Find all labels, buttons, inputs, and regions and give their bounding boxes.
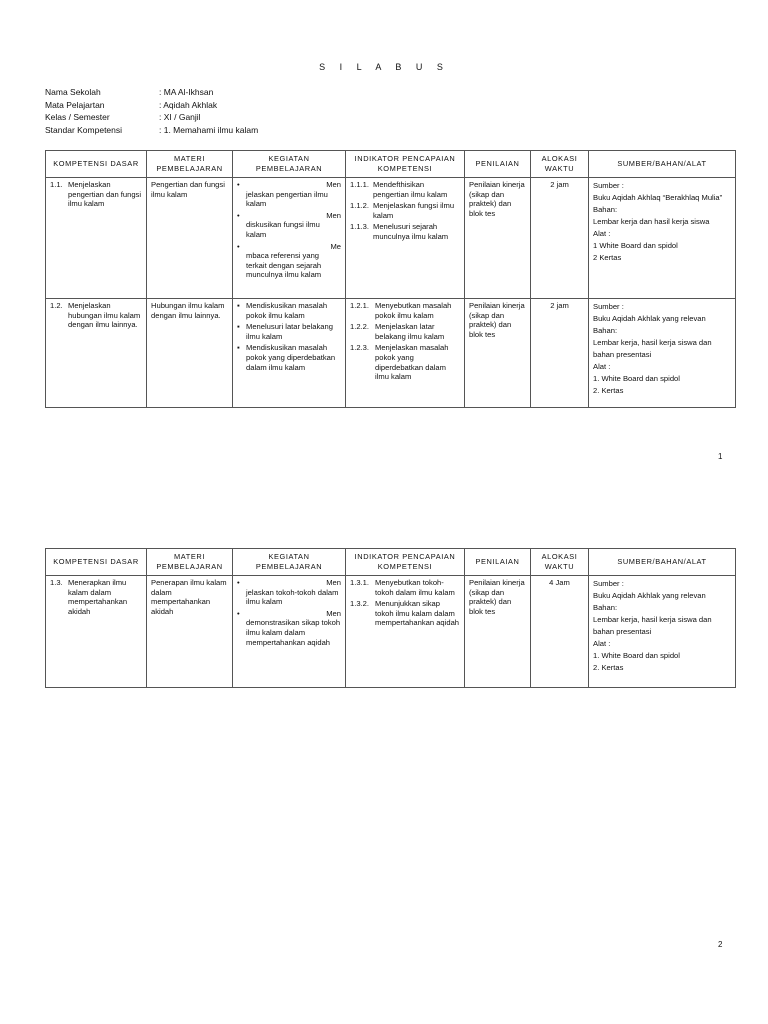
cell-penilaian: Penilaian kinerja (sikap dan praktek) dan blok tes (465, 299, 531, 408)
cell-penilaian: Penilaian kinerja (sikap dan praktek) dan blok tes (465, 576, 531, 688)
table-row (46, 576, 736, 688)
indicator-text: Menjelaskan masalah pokok yang diperdebatkan dalam ilmu kalam (375, 343, 449, 382)
resource-line: Bahan: (593, 205, 618, 214)
indicator-number: 1.3.2. (350, 599, 369, 609)
resource-line: Alat : (593, 229, 611, 238)
info-value: : MA Al-Ikhsan (159, 87, 214, 97)
page-number: 2 (718, 940, 723, 949)
bullet-icon: ▪ (237, 301, 240, 310)
info-row-standard (45, 124, 258, 137)
indicator-text: Menjelaskan latar belakang ilmu kalam (375, 322, 445, 341)
resource-line: Alat : (593, 639, 611, 648)
indicator-text: Menyebutkan tokoh-tokoh dalam ilmu kalam (375, 578, 455, 597)
header-penilaian: PENILAIAN (465, 151, 531, 178)
cell-sumber (589, 178, 736, 299)
info-label: Nama Sekolah (45, 87, 101, 97)
resource-line: Sumber : (593, 302, 624, 311)
info-label: Standar Kompetensi (45, 124, 123, 135)
indicator-number: 1.1.1. (350, 180, 369, 189)
bullet-icon: • (237, 210, 240, 220)
kd-number: 1.3. (50, 578, 63, 587)
activity-text: Menelusuri latar belakang ilmu kalam (246, 322, 333, 341)
indicator-text: Menunjukkan sikap tokoh ilmu kalam dalam mempertahankan aqidah (375, 599, 460, 628)
info-label: Mata Pelajartan (45, 99, 105, 110)
bullet-icon: ▪ (237, 322, 240, 332)
resource-line: 2 Kertas (593, 253, 622, 262)
cell-sumber (589, 576, 736, 688)
header-alokasi: ALOKASI WAKTU (531, 151, 589, 178)
resource-line: 1. White Board dan spidol (593, 374, 680, 383)
cell-indikator (346, 178, 465, 299)
bullet-icon: • (237, 578, 240, 587)
resource-line: 1 White Board dan spidol (593, 241, 678, 250)
cell-alokasi: 2 jam (531, 299, 589, 408)
indicator-number: 1.2.1. (350, 301, 369, 310)
resource-line: Buku Aqidah Akhlak yang relevan (593, 591, 706, 600)
activity-first: Men (326, 608, 341, 618)
info-value: : Aqidah Akhlak (159, 99, 218, 110)
header-kompetensi-dasar: KOMPETENSI DASAR (46, 549, 147, 576)
header-penilaian: PENILAIAN (465, 549, 531, 576)
header-alokasi: ALOKASI WAKTU (531, 549, 589, 576)
cell-indikator (346, 576, 465, 688)
kd-text: Menerapkan ilmu kalam dalam mempertahankan akidah (68, 578, 128, 616)
cell-sumber (589, 299, 736, 408)
indicator-text: Mendefthisikan pengertian ilmu kalam (373, 180, 448, 199)
info-value: : 1. Memahami ilmu kalam (159, 124, 259, 135)
cell-materi: Penerapan ilmu kalam dalam mempertahankan akidah (147, 576, 233, 688)
resource-line: Bahan: (593, 326, 618, 335)
activity-first: Me (330, 241, 341, 251)
cell-kegiatan (233, 178, 346, 299)
bullet-icon: • (237, 241, 240, 251)
bullet-icon: • (237, 180, 240, 189)
info-row-class (45, 111, 258, 124)
cell-indikator (346, 299, 465, 408)
kd-number: 1.2. (50, 301, 63, 310)
header-indikator: INDIKATOR PENCAPAIAN KOMPETENSI (346, 151, 465, 178)
activity-first: Men (326, 180, 341, 189)
header-sumber: SUMBER/BAHAN/ALAT (589, 151, 736, 178)
cell-kegiatan (233, 576, 346, 688)
resource-line: Alat : (593, 362, 611, 371)
cell-kd (46, 576, 147, 688)
table-header-row (46, 151, 736, 178)
cell-kd (46, 178, 147, 299)
activity-text: jelaskan pengertian ilmu kalam (246, 189, 328, 209)
header-kegiatan: KEGIATAN PEMBELAJARAN (233, 151, 346, 178)
header-kompetensi-dasar: KOMPETENSI DASAR (46, 151, 147, 178)
kd-text: Menjelaskan pengertian dan fungsi ilmu kalam (68, 180, 142, 209)
kd-number: 1.1. (50, 180, 63, 189)
list-item (237, 578, 341, 607)
resource-line: Bahan: (593, 603, 618, 612)
syllabus-table-page-1 (45, 150, 736, 408)
indicator-text: Menjelaskan fungsi ilmu kalam (373, 201, 455, 220)
table-header-row (46, 549, 736, 576)
school-info (45, 86, 258, 136)
list-item (237, 301, 341, 320)
indicator-number: 1.2.2. (350, 322, 369, 332)
list-item (237, 180, 341, 209)
indicator-text: Menelusuri sejarah munculnya ilmu kalam (373, 222, 449, 241)
list-item (237, 343, 341, 372)
cell-kegiatan (233, 299, 346, 408)
info-value: : XI / Ganjil (159, 112, 201, 122)
cell-alokasi: 2 jam (531, 178, 589, 299)
resource-line: Sumber : (593, 181, 624, 190)
header-indikator: INDIKATOR PENCAPAIAN KOMPETENSI (346, 549, 465, 576)
resource-line: 1. White Board dan spidol (593, 651, 680, 660)
list-item (237, 609, 341, 647)
resource-line: Sumber : (593, 579, 624, 588)
indicator-text: Menyebutkan masalah pokok ilmu kalam (375, 301, 452, 320)
bullet-icon: ▪ (237, 343, 240, 353)
info-row-school (45, 86, 258, 99)
table-row (46, 299, 736, 408)
info-label: Kelas / Semester (45, 112, 110, 122)
kd-text: Menjelaskan hubungan ilmu kalam dengan ilmu lainnya. (68, 301, 141, 330)
list-item (237, 322, 341, 341)
cell-materi: Pengertian dan fungsi ilmu kalam (147, 178, 233, 299)
activity-first: Men (326, 578, 341, 587)
bullet-icon: • (237, 608, 240, 618)
resource-line: Lembar kerja dan hasil kerja siswa (593, 217, 710, 226)
resource-line: 2. Kertas (593, 386, 624, 395)
resource-line: Lembar kerja, hasil kerja siswa dan bahan presentasi (593, 615, 712, 636)
activity-text: mbaca referensi yang terkait dengan sejarah munculnya ilmu kalam (246, 251, 322, 280)
header-kegiatan: KEGIATAN PEMBELAJARAN (233, 549, 346, 576)
resource-line: Buku Aqidah Akhlak yang relevan (593, 314, 706, 323)
activity-text: demonstrasikan sikap tokoh ilmu kalam dalam mempertahankan aqidah (246, 618, 341, 647)
header-materi: MATERI PEMBELAJARAN (147, 151, 233, 178)
info-row-subject (45, 99, 258, 112)
indicator-number: 1.3.1. (350, 578, 369, 587)
activity-text: Mendiskusikan masalah pokok yang diperdebatkan dalam ilmu kalam (246, 343, 336, 372)
header-sumber: SUMBER/BAHAN/ALAT (589, 549, 736, 576)
cell-penilaian: Penilaian kinerja (sikap dan praktek) dan blok tes (465, 178, 531, 299)
syllabus-table-page-2 (45, 548, 736, 688)
table-row (46, 178, 736, 299)
list-item (237, 211, 341, 240)
activity-text: diskusikan fungsi ilmu kalam (246, 220, 320, 239)
indicator-number: 1.1.2. (350, 201, 369, 211)
page-number: 1 (718, 452, 723, 461)
list-item (237, 242, 341, 280)
cell-kd (46, 299, 147, 408)
resource-line: 2. Kertas (593, 663, 624, 672)
indicator-number: 1.2.3. (350, 343, 369, 353)
activity-text: jelaskan tokoh-tokoh dalam ilmu kalam (246, 587, 339, 607)
activity-first: Men (326, 210, 341, 220)
cell-materi: Hubungan ilmu kalam dengan ilmu lainnya. (147, 299, 233, 408)
activity-text: Mendiskusikan masalah pokok ilmu kalam (246, 301, 328, 320)
resource-line: Lembar kerja, hasil kerja siswa dan bahan presentasi (593, 338, 712, 359)
indicator-number: 1.1.3. (350, 222, 369, 232)
header-materi: MATERI PEMBELAJARAN (147, 549, 233, 576)
cell-alokasi: 4 Jam (531, 576, 589, 688)
page-title: S I L A B U S (319, 62, 449, 72)
resource-line: Buku Aqidah Akhlaq “Berakhlaq Mulia” (593, 193, 723, 202)
